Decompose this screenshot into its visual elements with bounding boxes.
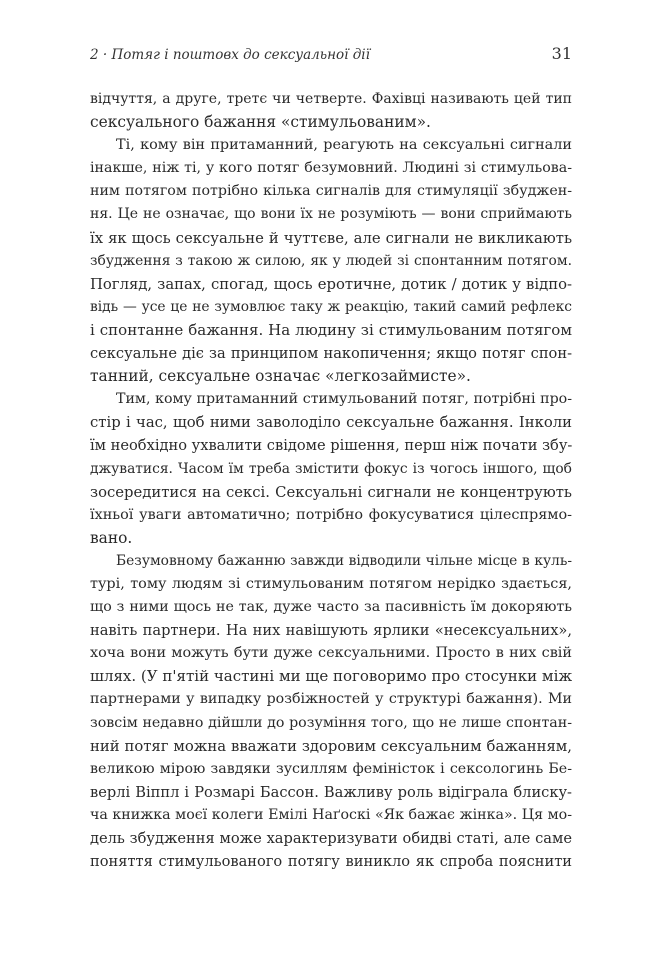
text-line: турі, тому людям зі стимульованим потягом нерідко здається,: [90, 575, 572, 592]
text-line: збудження з такою ж силою, як у людей зі спонтанним потягом.: [90, 252, 572, 269]
text-line: їхньої уваги автоматично; потрібно фокусуватися цілеспрямо-: [90, 506, 572, 523]
text-line: вано.: [90, 528, 133, 547]
text-line: ним потягом потрібно кілька сигналів для стимуляції збуджен-: [90, 183, 572, 200]
text-line: інакше, ніж ті, у кого потяг безумовний. Людині зі стимульова-: [90, 160, 572, 177]
text-line: їм необхідно ухвалити свідоме рішення, перш ніж почати збу-: [90, 437, 572, 455]
text-line: танний, сексуальне означає «легкозаймисте».: [90, 367, 471, 386]
page-header: [90, 44, 572, 68]
text-line: поняття стимульованого потягу виникло як спроба пояснити: [90, 853, 572, 871]
text-line: сексуального бажання «стимульованим».: [90, 113, 431, 132]
body-text: [90, 88, 572, 873]
text-line: ча книжка моєї колеги Емілі Наґоскі «Як бажає жінка». Ця мо-: [90, 806, 572, 823]
paragraph-first-line: Безумовному бажанню завжди відводили чільне місце в куль-: [116, 552, 572, 569]
text-line: стір і час, щоб ними заволоділо сексуальне бажання. Інколи: [90, 414, 572, 432]
paragraph-first-line: Ті, кому він притаманний, реагують на сексуальні сигнали: [116, 137, 572, 154]
text-line: навіть партнери. На них навішують ярлики «несексуальних»,: [90, 622, 572, 640]
text-line: дель збудження може характеризувати обидві статі, але саме: [90, 830, 572, 847]
text-line: їх як щось сексуальне й чуттєве, але сигнали не викликають: [90, 229, 572, 247]
text-line: зовсім недавно дійшли до розуміння того, що не лише спонтан-: [90, 714, 572, 731]
page-number: 31: [551, 44, 572, 63]
text-line: шлях. (У п'ятій частині ми ще поговоримо про стосунки між: [90, 667, 572, 686]
text-line: що з ними щось не так, дуже часто за пасивність їм докоряють: [90, 599, 572, 616]
text-line: джуватися. Часом їм треба змістити фокус із чогось іншого, щоб: [90, 460, 572, 477]
text-line: хоча вони можуть бути дуже сексуальними. Просто в них свій: [90, 645, 572, 662]
text-line: Погляд, запах, спогад, щось еротичне, дотик / дотик у відпо-: [90, 275, 572, 293]
text-line: партнерами у випадку розбіжностей у структурі бажання). Ми: [90, 691, 572, 708]
text-line: відчуття, а друге, третє чи четверте. Фахівці називають цей тип: [90, 91, 572, 107]
text-line: ний потяг можна вважати здоровим сексуальним бажанням,: [90, 737, 572, 755]
text-line: верлі Віппл і Розмарі Бассон. Важливу роль відіграла блиску-: [90, 783, 572, 801]
running-head: 2 · Потяг і поштовх до сексуальної дії: [90, 47, 370, 63]
text-line: ня. Це не означає, що вони їх не розуміють — вони сприймають: [90, 206, 572, 223]
text-line: великою мірою завдяки зусиллям феміністок і сексологинь Бе-: [90, 760, 572, 777]
text-line: і спонтанне бажання. На людину зі стимульованим потягом: [90, 320, 572, 339]
text-line: відь — усе це не зумовлює таку ж реакцію, такий самий рефлекс: [90, 298, 572, 315]
text-line: зосередитися на сексі. Сексуальні сигнали не концентрують: [90, 483, 572, 501]
paragraph-first-line: Тим, кому притаманний стимульований потяг, потрібні про-: [116, 391, 572, 408]
text-line: сексуальне діє за принципом накопичення; якщо потяг спон-: [90, 345, 572, 363]
